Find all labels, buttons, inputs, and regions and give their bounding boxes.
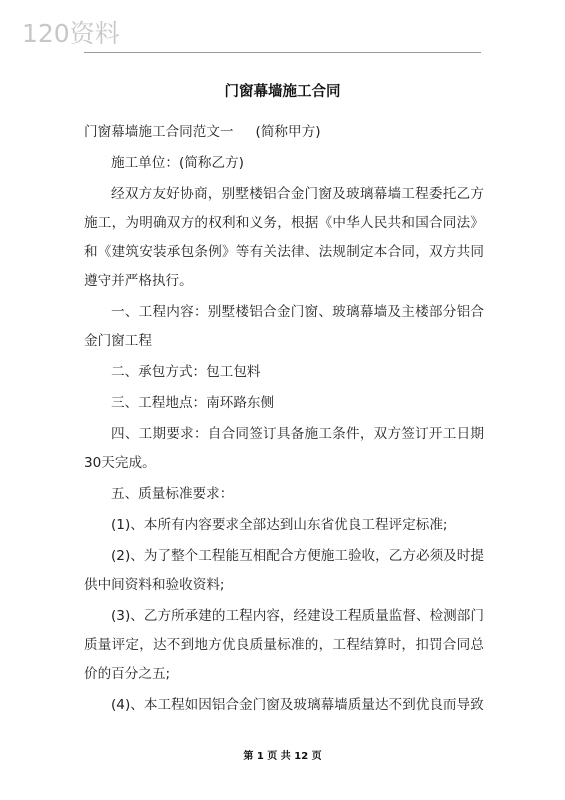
paragraph: (4)、本工程如因铝合金门窗及玻璃幕墙质量达不到优良而导致 — [111, 697, 484, 713]
paragraph: (1)、本所有内容要求全部达到山东省优良工程评定标准; — [111, 517, 448, 533]
intro-line-1 — [84, 118, 484, 147]
intro-line-2: 施工单位：(简称乙方) — [111, 155, 244, 171]
paragraph: (2)、为了整个工程能互相配合方便施工验收，乙方必须及时提供中间资料和验收资料; — [84, 548, 484, 593]
paragraph: 三、工程地点：南环路东侧 — [111, 395, 275, 411]
party-a-label: (简称甲方) — [255, 124, 321, 140]
intro-heading: 门窗幕墙施工合同范文一 — [84, 124, 234, 140]
paragraph: 一、工程内容：别墅楼铝合金门窗、玻璃幕墙及主楼部分铝合金门窗工程 — [84, 304, 484, 349]
paragraph: 五、质量标准要求： — [111, 486, 234, 502]
header-divider — [84, 52, 481, 53]
paragraph: 经双方友好协商，别墅楼铝合金门窗及玻璃幕墙工程委托乙方施工，为明确双方的权利和义务，根据《中华人民共和国合同法》和《建筑安装承包条例》等有关法律、法规制定本合同，双方共同遵守并严格执行。 — [84, 186, 484, 289]
document-body — [84, 118, 484, 720]
paragraph: (3)、乙方所承建的工程内容，经建设工程质量监督、检测部门质量评定，达不到地方优良质量标准的，工程结算时，扣罚合同总价的百分之五; — [84, 608, 484, 682]
watermark-logo: 120资料 — [22, 19, 120, 48]
document-title: 门窗幕墙施工合同 — [224, 84, 341, 100]
paragraph: 二、承包方式：包工包料 — [111, 364, 261, 380]
page-number: 第 1 页 共 12 页 — [243, 751, 322, 762]
paragraph: 四、工期要求：自合同签订具备施工条件，双方签订开工日期30天完成。 — [84, 426, 484, 471]
